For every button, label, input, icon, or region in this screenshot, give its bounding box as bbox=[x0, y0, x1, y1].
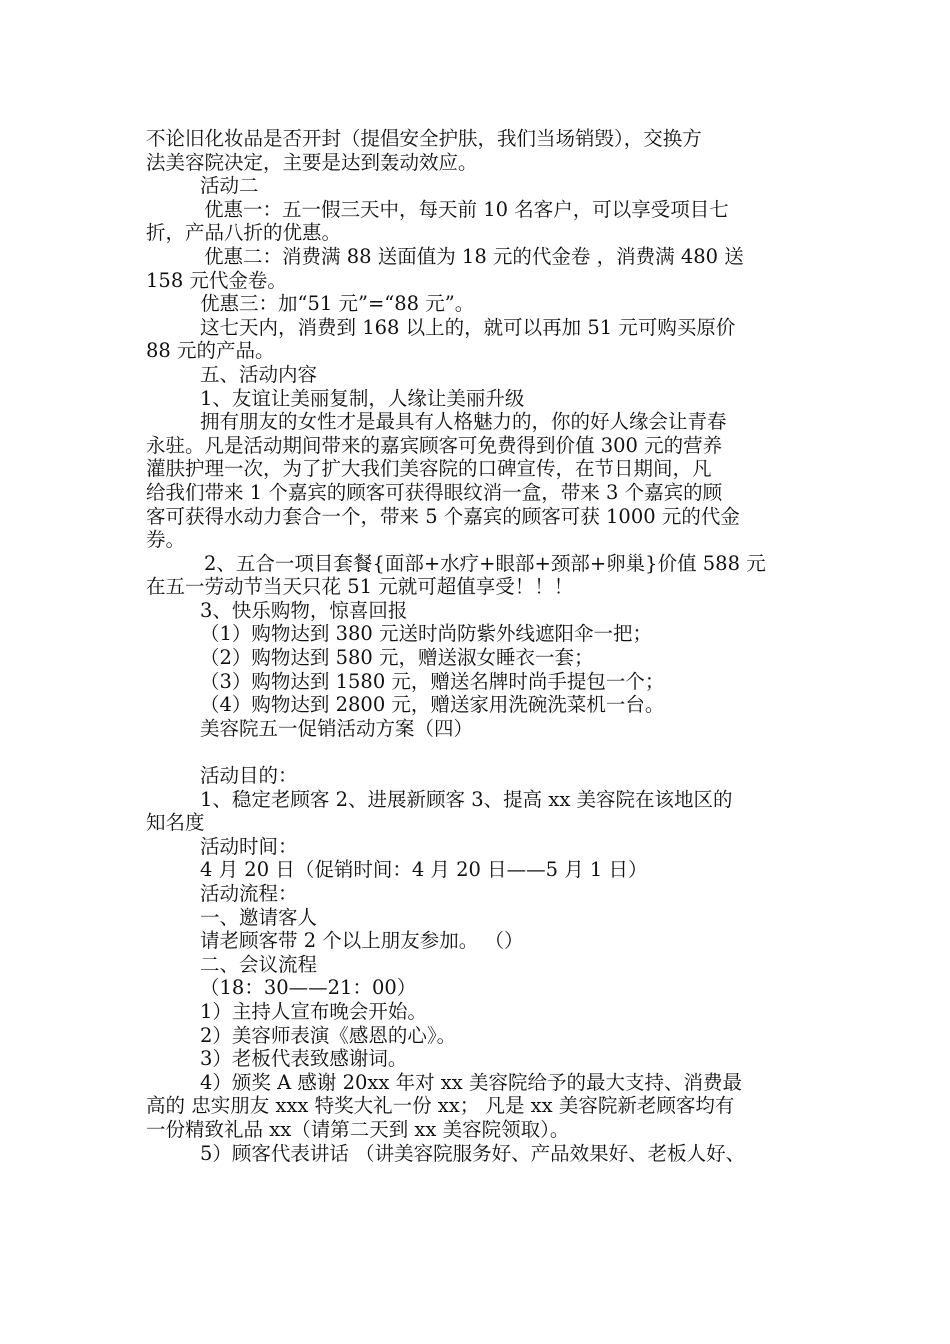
list-item: （4）购物达到 2800 元，赠送家用洗碗洗菜机一台。 bbox=[200, 693, 665, 717]
blank-line bbox=[146, 740, 818, 764]
paragraph-line: 不论旧化妆品是否开封（提倡安全护肤，我们当场销毁），交换方 bbox=[146, 127, 702, 150]
paragraph-line: 法美容院决定，主要是达到轰动效应。 bbox=[146, 150, 478, 174]
paragraph-line: 在五一劳动节当天只花 51 元就可超值享受！！！ bbox=[146, 575, 574, 599]
paragraph-line: 拥有朋友的女性才是最具有人格魅力的，你的好人缘会让青春 bbox=[200, 410, 727, 434]
section-heading: 五、活动内容 bbox=[200, 362, 318, 386]
list-item: 1）主持人宣布晚会开始。 bbox=[200, 999, 427, 1023]
paragraph-line: 88 元的产品。 bbox=[146, 339, 275, 363]
section-title: 美容院五一促销活动方案（四） bbox=[200, 716, 474, 740]
paragraph-line: 这七天内，消费到 168 以上的，就可以再加 51 元可购买原价 bbox=[200, 315, 736, 339]
paragraph-line: 一份精致礼品 xx（请第二天到 xx 美容院领取）。 bbox=[146, 1117, 570, 1141]
paragraph-line: 知名度 bbox=[146, 811, 205, 835]
paragraph-line: 优惠一：五一假三天中，每天前 10 名客户，可以享受项目七 bbox=[204, 197, 729, 221]
paragraph-line: 券。 bbox=[146, 528, 186, 552]
list-item: 4）颁奖 A 感谢 20xx 年对 xx 美容院给予的最大支持、消费最 bbox=[200, 1070, 742, 1094]
section-heading: 二、会议流程 bbox=[200, 952, 318, 976]
paragraph-line: 永驻。凡是活动期间带来的嘉宾顾客可免费得到价值 300 元的营养 bbox=[146, 433, 723, 457]
section-heading: 活动流程： bbox=[200, 882, 298, 905]
section-heading: 一、邀请客人 bbox=[200, 905, 318, 929]
paragraph-line: 2、五合一项目套餐{面部+水疗+眼部+颈部+卵巢}价值 588 元 bbox=[204, 551, 766, 575]
paragraph-line: 4 月 20 日（促销时间：4 月 20 日——5 月 1 日） bbox=[200, 858, 648, 882]
section-heading: 活动时间： bbox=[200, 834, 298, 858]
paragraph-line: 3、快乐购物，惊喜回报 bbox=[200, 598, 408, 622]
paragraph-line: 客可获得水动力套合一个，带来 5 个嘉宾的顾客可获 1000 元的代金 bbox=[146, 504, 740, 528]
list-item: 5）顾客代表讲话 （讲美容院服务好、产品效果好、老板人好、 bbox=[200, 1141, 746, 1165]
section-heading: 活动目的： bbox=[200, 764, 298, 788]
paragraph-line: 优惠二：消费满 88 送面值为 18 元的代金卷 ，消费满 480 送 bbox=[204, 244, 744, 268]
list-item: （2）购物达到 580 元，赠送淑女睡衣一套； bbox=[200, 646, 594, 670]
paragraph-line: 请老顾客带 2 个以上朋友参加。 （） bbox=[200, 929, 524, 953]
list-item: （3）购物达到 1580 元，赠送名牌时尚手提包一个； bbox=[200, 669, 665, 693]
paragraph-line: （18：30——21：00） bbox=[200, 976, 417, 1000]
document-body bbox=[146, 127, 818, 1165]
paragraph-line: 折，产品八折的优惠。 bbox=[146, 221, 342, 245]
section-heading: 活动二 bbox=[200, 174, 259, 198]
list-item: （1）购物达到 380 元送时尚防紫外线遮阳伞一把； bbox=[200, 622, 653, 646]
paragraph-line: 1、稳定老顾客 2、进展新顾客 3、提高 xx 美容院在该地区的 bbox=[200, 787, 733, 811]
paragraph-line: 优惠三：加“51 元”=“88 元”。 bbox=[200, 292, 475, 316]
paragraph-line: 给我们带来 1 个嘉宾的顾客可获得眼纹消一盒，带来 3 个嘉宾的顾 bbox=[146, 480, 723, 504]
paragraph-line: 灌肤护理一次，为了扩大我们美容院的口碑宣传，在节日期间，凡 bbox=[146, 457, 712, 481]
paragraph-line: 158 元代金卷。 bbox=[146, 268, 287, 292]
paragraph-line: 1、友谊让美丽复制，人缘让美丽升级 bbox=[200, 386, 525, 410]
paragraph-line: 高的 忠实朋友 xxx 特奖大礼一份 xx； 凡是 xx 美容院新老顾客均有 bbox=[146, 1094, 735, 1118]
list-item: 3）老板代表致感谢词。 bbox=[200, 1047, 408, 1071]
list-item: 2）美容师表演《感恩的心》。 bbox=[200, 1023, 457, 1047]
